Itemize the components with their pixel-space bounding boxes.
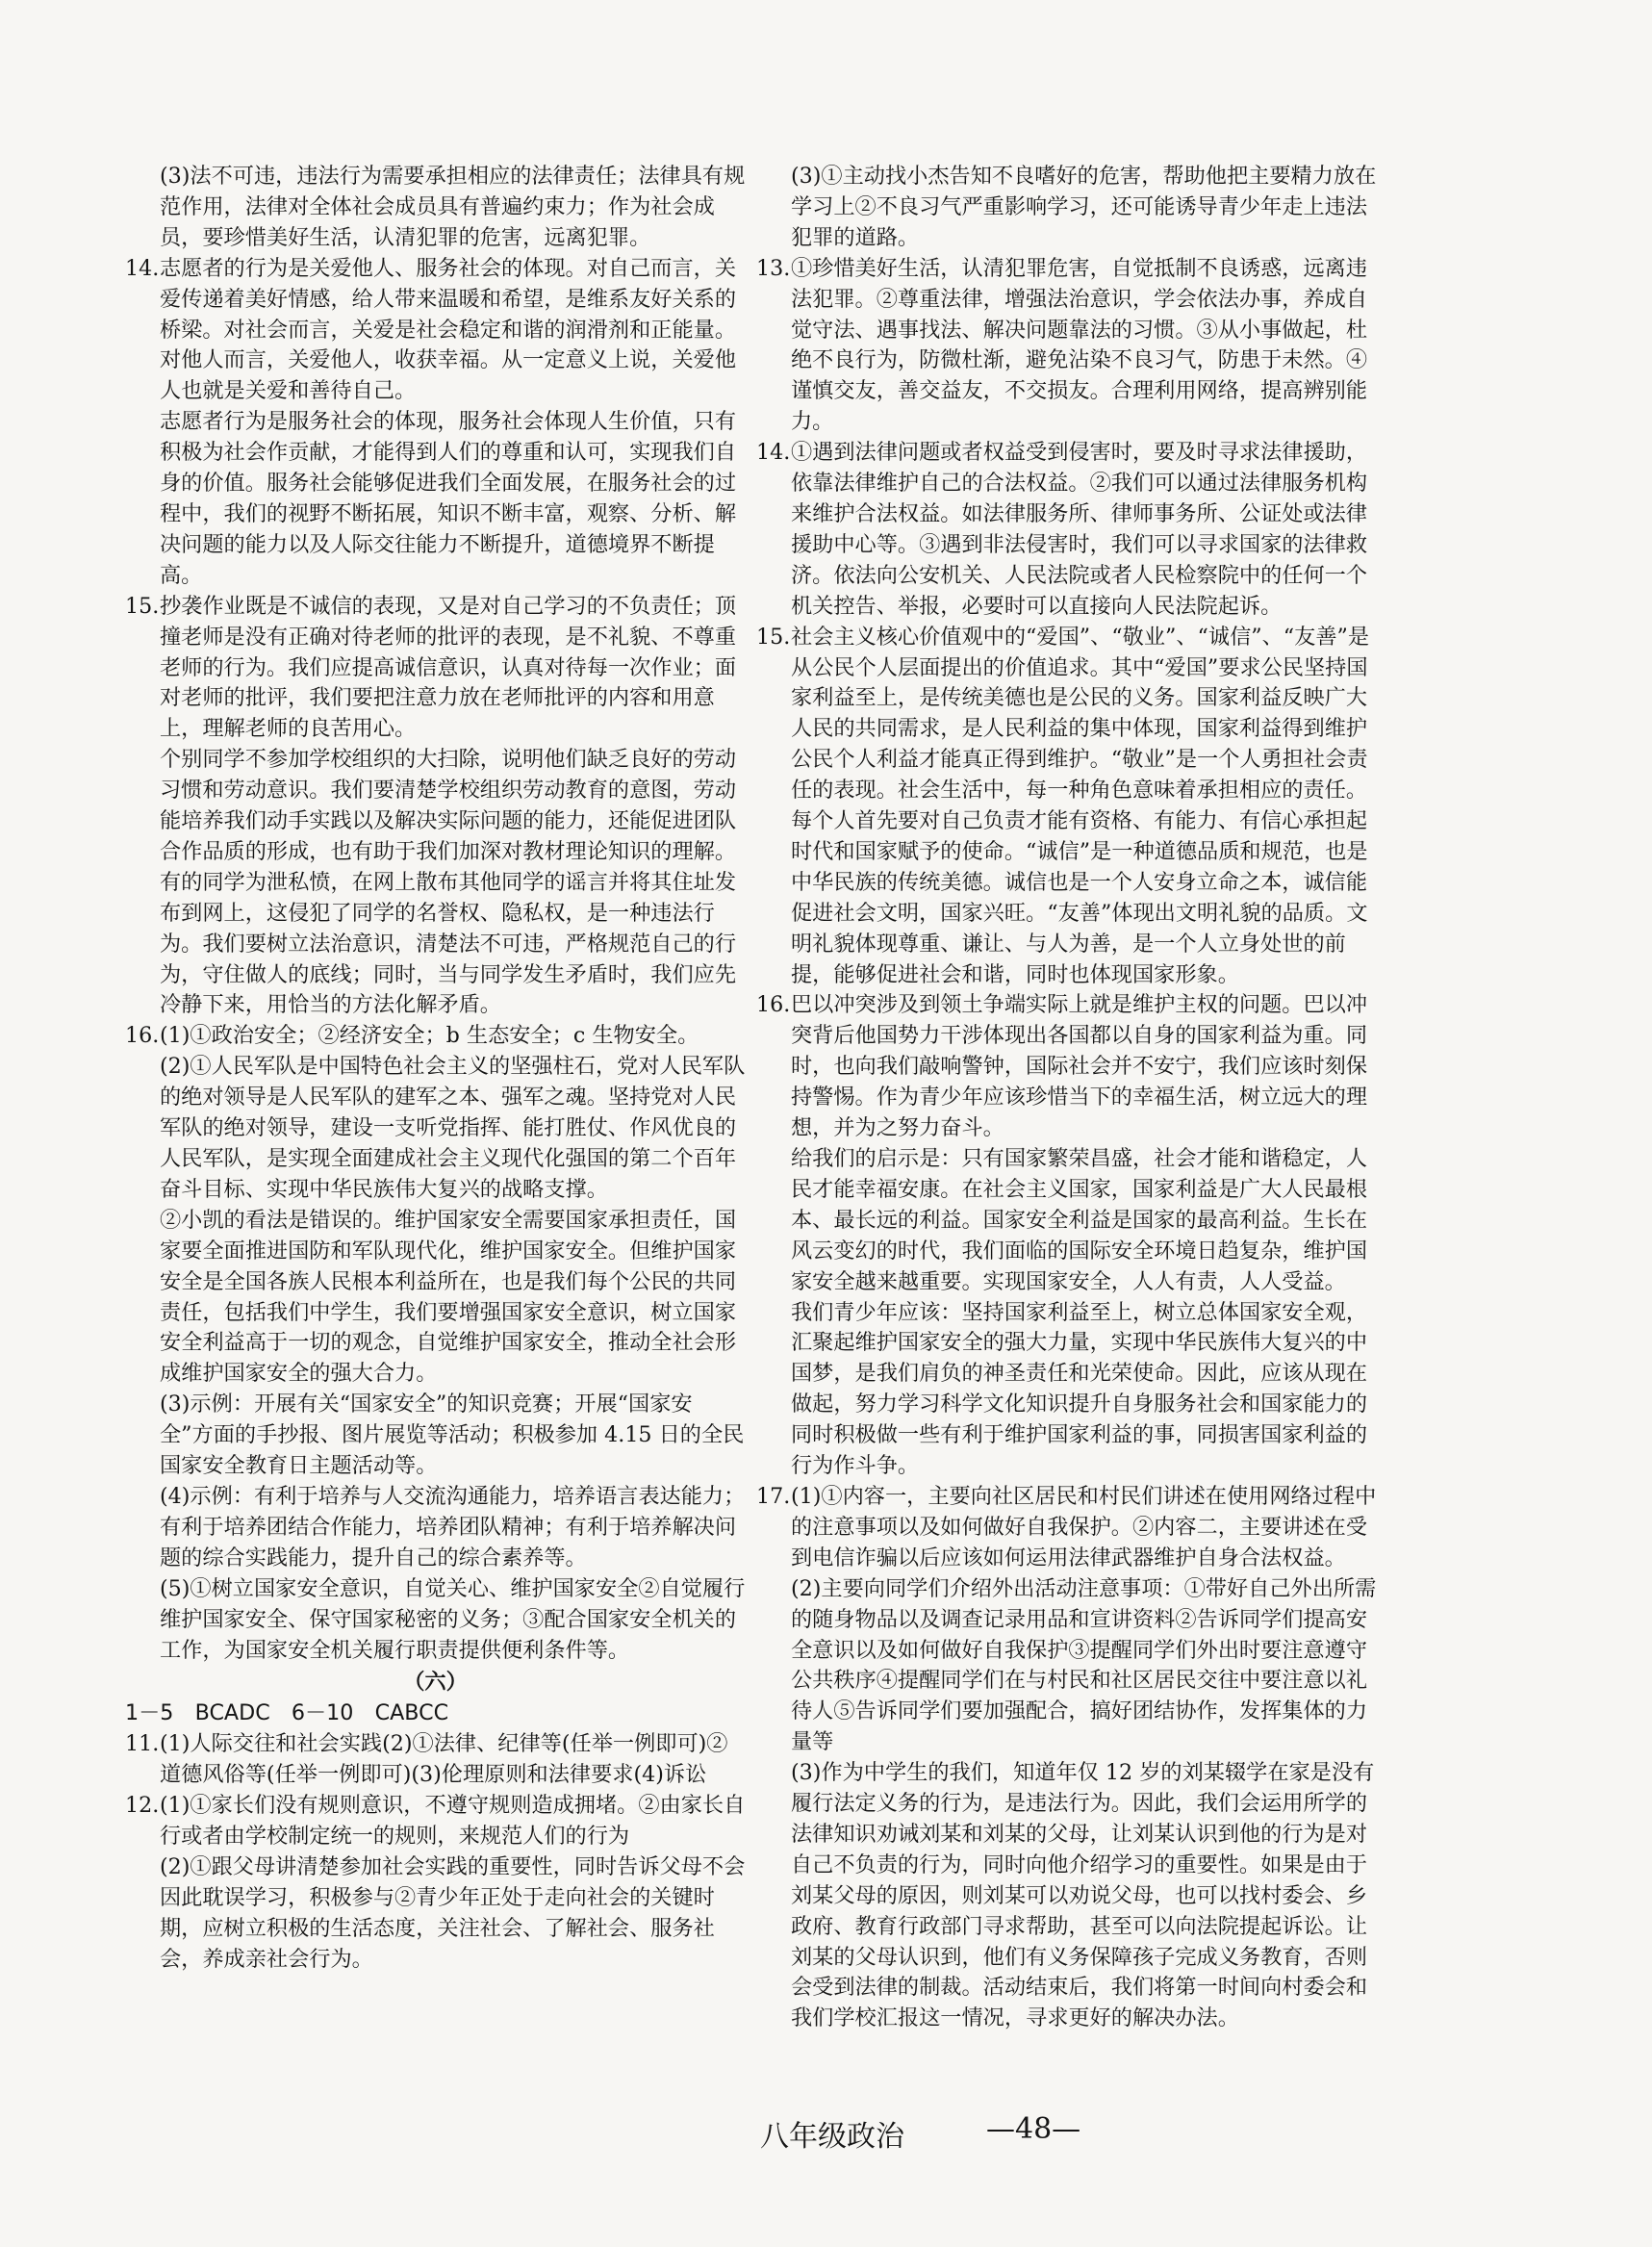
- q13-text: ①珍惜美好生活，认清犯罪危害，自觉抵制不良诱惑，远离违法犯罪。②尊重法律，增强法治意识，学会依法办事，养成自觉守法、遇事找法、解决问题靠法的习惯。③从小事做起，杜绝不良行为，防微杜渐，避免沾染不良习气，防患于未然。④谨慎交友，善交益友，不交损友。合理利用网络，提高辨别能力。: [791, 255, 1368, 435]
- section-title: （六）: [403, 1670, 468, 1696]
- q15-para2: 个别同学不参加学校组织的大扫除，说明他们缺乏良好的劳动习惯和劳动意识。我们要清楚学校组织劳动教育的意图，劳动能培养我们动手实践以及解决实际问题的能力，还能促进团队合作品质的形成，也有助于我们加深对教材理论知识的理解。: [160, 747, 737, 864]
- q14-text1: 志愿者的行为是关爱他人、服务社会的体现。对自己而言，关爱传递着美好情感，给人带来温暖和希望，是维系友好关系的桥梁。对社会而言，关爱是社会稳定和谐的润滑剂和正能量。对他人而言，关爱他人，收获幸福。从一定意义上说，关爱他人也就是关爱和善待自己。: [160, 255, 737, 404]
- q13-number: 13.: [756, 255, 791, 281]
- q17-para2: (2)主要向同学们介绍外出活动注意事项：①带好自己外出所需的随身物品以及调查记录用品和宣讲资料②告诉同学们提高安全意识以及如何做好自我保护③提醒同学们外出时要注意遵守公共秩序④提醒同学们在与村民和社区居民交往中要注意以礼待人⑤告诉同学们要加强配合，搞好团结协作，发挥集体的力量等: [791, 1575, 1377, 1755]
- q14-right-number: 14.: [756, 440, 791, 466]
- q15-right-number: 15.: [756, 624, 791, 650]
- q12-para1: [125, 1791, 746, 1852]
- q16-right-para3: 我们青少年应该：坚持国家利益至上，树立总体国家安全观，汇聚起维护国家安全的强大力量，实现中华民族伟大复兴的中国梦，是我们肩负的神圣责任和光荣使命。因此，应该从现在做起，努力学习科学文化知识提升自身服务社会和国家能力的同时积极做一些有利于维护国家利益的事，同损害国家利益的行为作斗争。: [791, 1299, 1368, 1479]
- q15-text1: 抄袭作业既是不诚信的表现，又是对自己学习的不负责任；顶撞老师是没有正确对待老师的批评的表现，是不礼貌、不尊重老师的行为。我们应提高诚信意识，认真对待每一次作业；面对老师的批评，我们要把注意力放在老师批评的内容和用意上，理解老师的良苦用心。: [160, 593, 737, 742]
- q14-number: 14.: [125, 255, 160, 281]
- q12-para2: (2)①跟父母讲清楚参加社会实践的重要性，同时告诉父母不会因此耽误学习，积极参与②青少年正处于走向社会的关键时期，应树立积极的生活态度，关注社会、了解社会、服务社会，养成亲社会行为。: [160, 1853, 746, 1972]
- q11-text: (1)人际交往和社会实践(2)①法律、纪律等(任举一例即可)②道德风俗等(任举一例即可)(3)伦理原则和法律要求(4)诉讼: [160, 1731, 728, 1788]
- q16-text1: (1)①政治安全；②经济安全；b 生态安全；c 生物安全。: [160, 1023, 699, 1049]
- q11-number: 11.: [125, 1731, 160, 1757]
- q17-number: 17.: [756, 1483, 791, 1509]
- q13-para: [756, 254, 1377, 438]
- q14-para2: 志愿者行为是服务社会的体现，服务社会体现人生价值，只有积极为社会作贡献，才能得到人们的尊重和认可，实现我们自身的价值。服务社会能够促进我们全面发展，在服务社会的过程中，我们的视野不断拓展，知识不断丰富，观察、分析、解决问题的能力以及人际交往能力不断提升，道德境界不断提高。: [160, 409, 737, 588]
- q16-para6: (5)①树立国家安全意识，自觉关心、维护国家安全②自觉履行维护国家安全、保守国家秘密的义务；③配合国家安全机关的工作，为国家安全机关履行职责提供便利条件等。: [160, 1575, 746, 1663]
- q15-right-text: 社会主义核心价值观中的“爱国”、“敬业”、“诚信”、“友善”是从公民个人层面提出的价值追求。其中“爱国”要求公民坚持国家利益至上，是传统美德也是公民的义务。国家利益反映广大人民的共同需求，是人民利益的集中体现，国家利益得到维护公民个人利益才能真正得到维护。“敬业”是一个人勇担社会责任的表现。社会生活中，每一种角色意味着承担相应的责任。每个人首先要对自己负责才能有资格、有能力、有信心承担起时代和国家赋予的使命。“诚信”是一种道德品质和规范，也是中华民族的传统美德。诚信也是一个人安身立命之本，诚信能促进社会文明，国家兴旺。“友善”体现出文明礼貌的品质。文明礼貌体现尊重、谦让、与人为善，是一个人立身处世的前提，能够促进社会和谐，同时也体现国家形象。: [791, 624, 1370, 987]
- q16-para2: (2)①人民军队是中国特色社会主义的坚强柱石，党对人民军队的绝对领导是人民军队的建军之本、强军之魂。坚持党对人民军队的绝对领导，建设一支听党指挥、能打胜仗、作风优良的人民军队，是实现全面建成社会主义现代化强国的第二个百年奋斗目标、实现中华民族伟大复兴的战略支撑。: [160, 1054, 746, 1202]
- q12-number: 12.: [125, 1793, 160, 1819]
- q14-right-text: ①遇到法律问题或者权益受到侵害时，要及时寻求法律援助，依靠法律维护自己的合法权益。②我们可以通过法律服务机构来维护合法权益。如法律服务所、律师事务所、公证处或法律援助中心等。③遇到非法侵害时，我们可以寻求国家的法律救济。依法向公安机关、人民法院或者人民检察院中的任何一个机关控告、举报，必要时可以直接向人民法院起诉。: [791, 440, 1368, 619]
- q16-para5: (4)示例：有利于培养与人交流沟通能力，培养语言表达能力；有利于培养团结合作能力，培养团队精神；有利于培养解决问题的综合实践能力，提升自己的综合素养等。: [160, 1483, 746, 1570]
- q15-para3: 有的同学为泄私愤，在网上散布其他同学的谣言并将其住址发布到网上，这侵犯了同学的名誉权、隐私权，是一种违法行为。我们要树立法治意识，清楚法不可违，严格规范自己的行为，守住做人的底线；同时，当与同学发生矛盾时，我们应先冷静下来，用恰当的方法化解矛盾。: [160, 869, 737, 1018]
- q16-right-number: 16.: [756, 992, 791, 1018]
- q12-part3: (3)①主动找小杰告知不良嗜好的危害，帮助他把主要精力放在学习上②不良习气严重影响学习，还可能诱导青少年走上违法犯罪的道路。: [791, 164, 1377, 250]
- q14-para1: [125, 254, 746, 408]
- q16-para3: ②小凯的看法是错误的。维护国家安全需要国家承担责任，国家要全面推进国防和军队现代化，维护国家安全。但维护国家安全是全国各族人民根本利益所在，也是我们每个公民的共同责任，包括我们中学生，我们要增强国家安全意识，树立国家安全利益高于一切的观念，自觉维护国家安全，推动全社会形成维护国家安全的强大合力。: [160, 1207, 737, 1387]
- q15-number: 15.: [125, 593, 160, 619]
- q12-text1: (1)①家长们没有规则意识，不遵守规则造成拥堵。②由家长自行或者由学校制定统一的规则，来规范人们的行为: [160, 1793, 746, 1849]
- page-number: —48—: [986, 2112, 1081, 2146]
- q17-para1: [756, 1482, 1377, 1574]
- q11-para: [125, 1729, 746, 1791]
- q15-right-para: [756, 623, 1377, 991]
- right-column: [756, 162, 1377, 2034]
- choice-answers: 1－5 BCADC 6－10 CABCC: [125, 1700, 449, 1726]
- left-column: [125, 162, 746, 1975]
- q13-part3: (3)法不可违，违法行为需要承担相应的法律责任；法律具有规范作用，法律对全体社会成员具有普遍约束力；作为社会成员，要珍惜美好生活，认清犯罪的危害，远离犯罪。: [160, 164, 746, 250]
- q15-para1: [125, 592, 746, 746]
- q17-para3: (3)作为中学生的我们，知道年仅 12 岁的刘某辍学在家是没有履行法定义务的行为，是违法行为。因此，我们会运用所学的法律知识劝诫刘某和刘某的父母，让刘某认识到他的行为是对自己不负责的行为，同时向他介绍学习的重要性。如果是由于刘某父母的原因，则刘某可以劝说父母，也可以找村委会、乡政府、教育行政部门寻求帮助，甚至可以向法院提起诉讼。让刘某的父母认识到，他们有义务保障孩子完成义务教育，否则会受到法律的制裁。活动结束后，我们将第一时间向村委会和我们学校汇报这一情况，寻求更好的解决办法。: [791, 1760, 1375, 2031]
- q14-right-para: [756, 438, 1377, 622]
- q16-para4: (3)示例：开展有关“国家安全”的知识竞赛；开展“国家安全”方面的手抄报、图片展览等活动；积极参加 4.15 日的全民国家安全教育日主题活动等。: [160, 1392, 745, 1479]
- q17-text1: (1)①内容一，主要向社区居民和村民们讲述在使用网络过程中的注意事项以及如何做好自我保护。②内容二，主要讲述在受到电信诈骗以后应该如何运用法律武器维护自身合法权益。: [791, 1483, 1377, 1570]
- q16-right-text1: 巴以冲突涉及到领土争端实际上就是维护主权的问题。巴以冲突背后他国势力干涉体现出各国都以自身的国家利益为重。同时，也向我们敲响警钟，国际社会并不安宁，我们应该时刻保持警惕。作为青少年应该珍惜当下的幸福生活，树立远大的理想，并为之努力奋斗。: [791, 992, 1368, 1141]
- q16-para1: [125, 1021, 746, 1052]
- footer-subject: 八年级政治: [760, 2120, 904, 2154]
- q16-number: 16.: [125, 1023, 160, 1049]
- q16-right-para2: 给我们的启示是：只有国家繁荣昌盛，社会才能和谐稳定，人民才能幸福安康。在社会主义国家，国家利益是广大人民最根本、最长远的利益。国家安全利益是国家的最高利益。生长在风云变幻的时代，我们面临的国际安全环境日趋复杂，维护国家安全越来越重要。实现国家安全，人人有责，人人受益。: [791, 1146, 1368, 1294]
- q16-right-para1: [756, 990, 1377, 1144]
